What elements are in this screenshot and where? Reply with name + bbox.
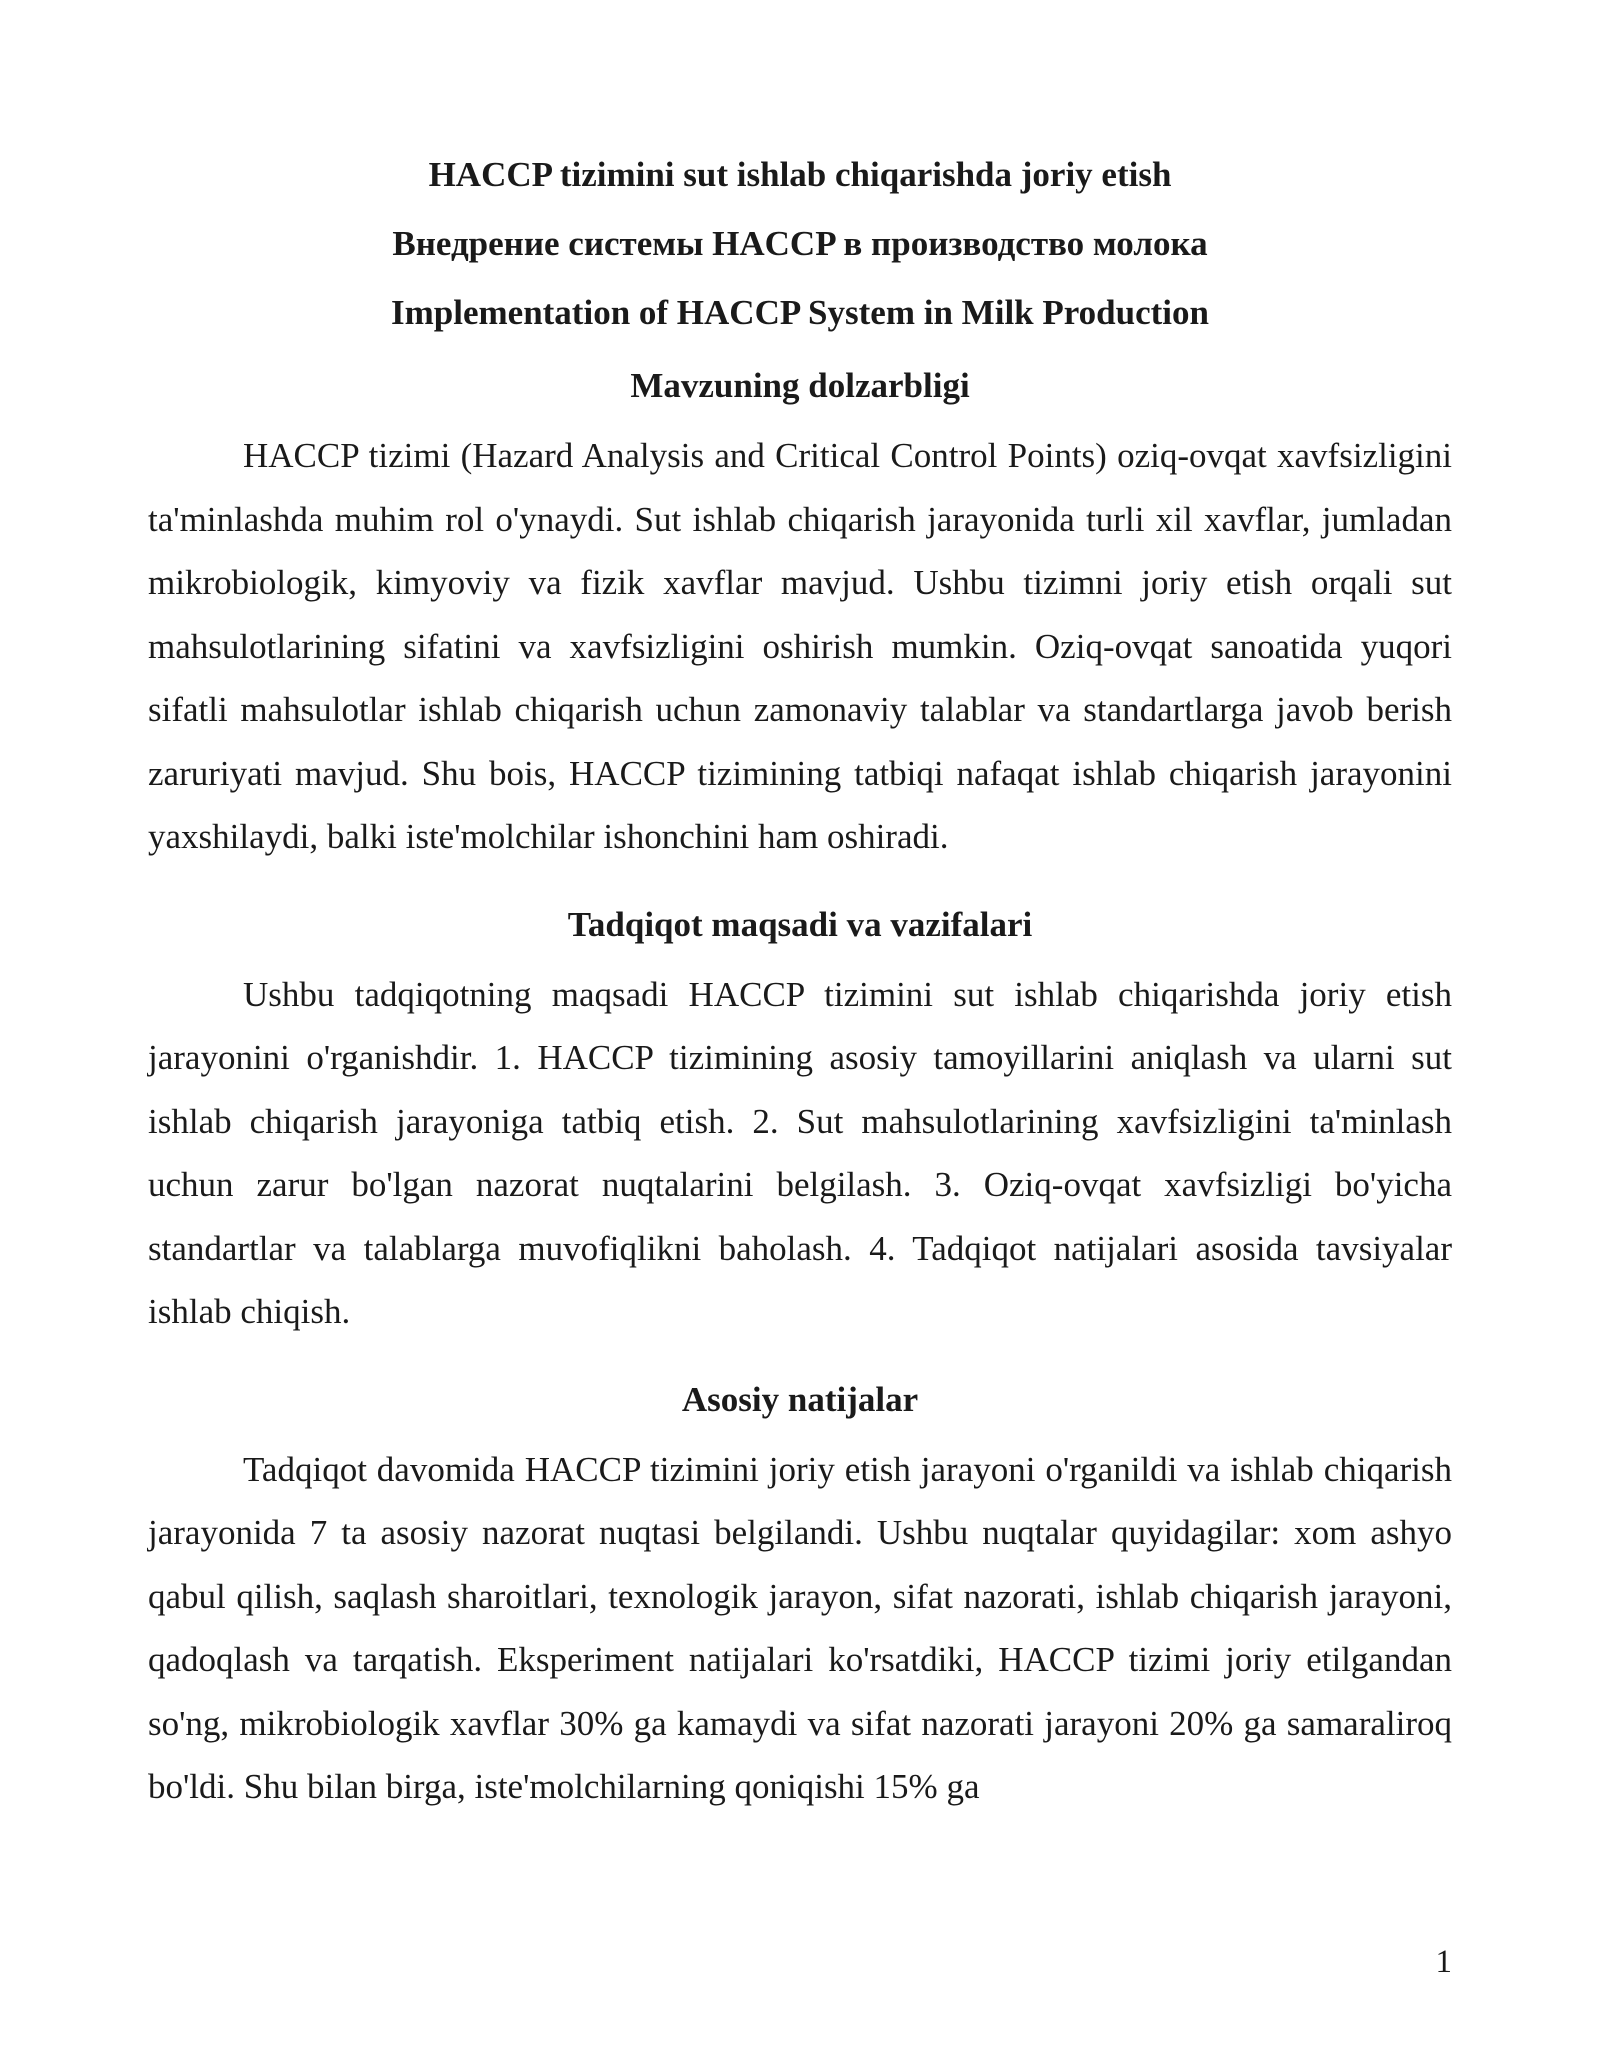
document-page	[148, 140, 1452, 1819]
paragraph-results: Tadqiqot davomida HACCP tizimini joriy etish jarayoni o'rganildi va ishlab chiqarish jarayonida 7 ta asosiy nazorat nuqtasi belgilandi. Ushbu nuqtalar quyidagilar: xom ashyo qabul qilish, saqlash sharoitlari, texnologik jarayon, sifat nazorati, ishlab chiqarish jarayoni, qadoqlash va tarqatish. Eksperiment natijalari ko'rsatdiki, HACCP tizimi joriy etilgandan so'ng, mikrobiologik xavflar 30% ga kamaydi va sifat nazorati jarayoni 20% ga samaraliroq bo'ldi. Shu bilan birga, iste'molchilarning qoniqishi 15% ga	[148, 1449, 1452, 1806]
paragraph-aims: Ushbu tadqiqotning maqsadi HACCP tizimini sut ishlab chiqarishda joriy etish jarayonini o'rganishdir. 1. HACCP tizimining asosiy tamoyillarini aniqlash va ularni sut ishlab chiqarish jarayoniga tatbiq etish. 2. Sut mahsulotlarining xavfsizligini ta'minlash uchun zarur bo'lgan nazorat nuqtalarini belgilash. 3. Oziq-ovqat xavfsizligi bo'yicha standartlar va talablarga muvofiqlikni baholash. 4. Tadqiqot natijalari asosida tavsiyalar ishlab chiqish.	[148, 974, 1452, 1331]
section-heading-results: Asosiy natijalar	[681, 1379, 919, 1419]
page-number: 1	[1435, 1944, 1452, 1980]
section-heading-relevance: Mavzuning dolzarbligi	[630, 366, 970, 405]
title-english: Implementation of HACCP System in Milk Production	[391, 293, 1209, 332]
paragraph-relevance: HACCP tizimi (Hazard Analysis and Critical Control Points) oziq-ovqat xavfsizligini ta'minlashda muhim rol o'ynaydi. Sut ishlab chiqarish jarayonida turli xil xavflar, jumladan mikrobiologik, kimyoviy va fizik xavflar mavjud. Ushbu tizimni joriy etish orqali sut mahsulotlarining sifatini va xavfsizligini oshirish mumkin. Oziq-ovqat sanoatida yuqori sifatli mahsulotlar ishlab chiqarish uchun zamonaviy talablar va standartlarga javob berish zaruriyati mavjud. Shu bois, HACCP tizimining tatbiqi nafaqat ishlab chiqarish jarayonini yaxshilaydi, balki iste'molchilar ishonchini ham oshiradi.	[148, 436, 1452, 856]
title-russian: Внедрение системы HACCP в производство молока	[392, 224, 1208, 263]
section-heading-aims: Tadqiqot maqsadi va vazifalari	[567, 904, 1033, 944]
title-uzbek: HACCP tizimini sut ishlab chiqarishda joriy etish	[428, 155, 1172, 194]
